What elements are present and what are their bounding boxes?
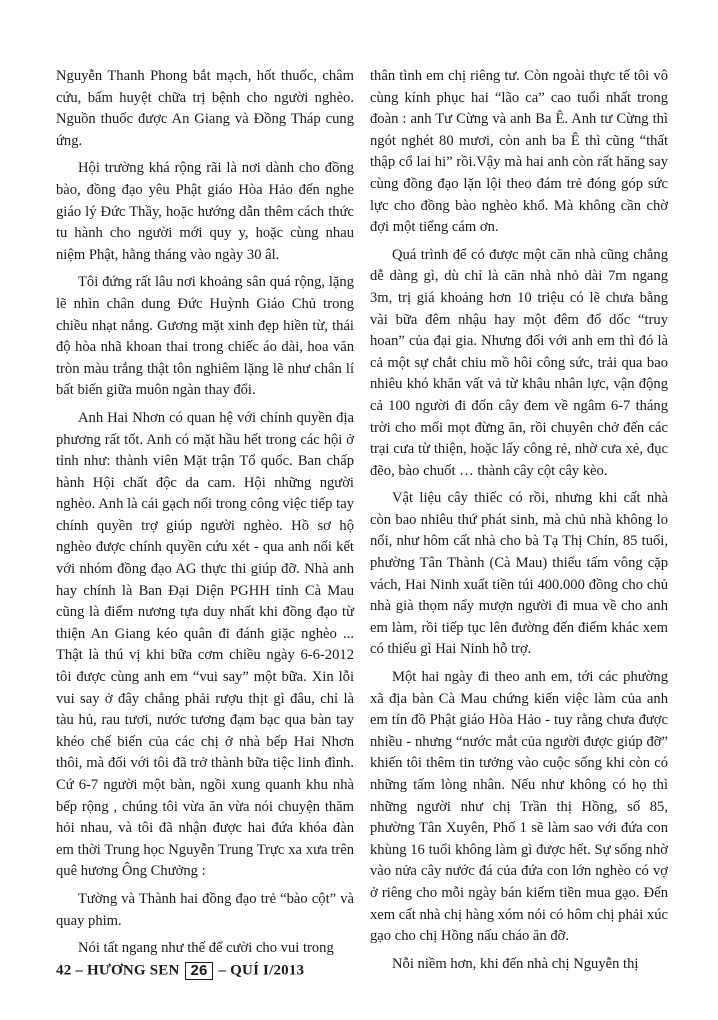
page-number: 42 bbox=[56, 962, 72, 979]
page-footer bbox=[56, 962, 304, 980]
magazine-name: – HƯƠNG SEN bbox=[75, 962, 180, 979]
paragraph: Hội trường khá rộng rãi là nơi dành cho đồng bào, đồng đạo yêu Phật giáo Hòa Hảo đến nghe giáo lý Đức Thầy, hoặc hướng dẫn thêm cách thức tu hành cho người mới quy y, hoặc cùng nhau niệm Phật, hằng tháng vào ngày 30 âl. bbox=[56, 160, 354, 263]
paragraph: Vật liệu cây thiếc có rồi, nhưng khi cất nhà còn bao nhiêu thứ phát sinh, mà chủ nhà không lo nổi, như hôm cất nhà cho bà Tạ Thị Chín, 85 tuổi, phường Tân Thành (Cà Mau) thiếu tấm vông cặp vách, Hai Ninh xuất tiền túi 400.000 đồng cho chủ nhà già thọm nẩy mượn người đi mua về cho anh em làm, rồi tiếp tục lên đường đến điểm khác xem có thiếu gì Hai Ninh hỗ trợ. bbox=[370, 490, 668, 658]
paragraph: Quá trình để có được một căn nhà cũng chẳng dễ dàng gì, dù chỉ là căn nhà nhỏ dài 7m ngang 3m, trị giá khoảng hơn 10 triệu có lẽ chưa bằng vài bữa đêm nhậu hay một đêm đổ dốc “truy hoan” của đại gia. Nhưng đối với anh em thì đó là cả một sự chắt chiu mồ hôi công sức, trải qua bao nhiêu khó khăn vất vả từ khâu nhân lực, vận động cả 100 người đi đốn cây đem về ngâm 6-7 tháng trời cho mối mọt đừng ăn, rồi chuyên chở đến các trại cưa từ thiện, hoặc lấy công rẻ, nhờ cưa xẻ, đục đẽo, bào chuốt … thành cây cột cây kèo. bbox=[370, 246, 668, 479]
paragraph: thân tình em chị riêng tư. Còn ngoài thực tế tôi vô cùng kính phục hai “lão ca” cao tuổi nhất trong đoàn : anh Tư Cừng và anh Ba Ê. Anh tư Cừng thì ngót nghét 80 mươi, còn anh ba Ê thì cũng “thất thập cổ lai hi” rồi.Vậy mà hai anh còn rất hăng say cùng đồng đạo lặn lội theo đám trẻ đóng góp sức lực cho đồng bào nghèo khổ. Mà không cần chờ đợi một tiếng cám ơn. bbox=[370, 68, 668, 236]
paragraph: Tôi đứng rất lâu nơi khoảng sân quá rộng, lặng lẽ nhìn chân dung Đức Huỳnh Giáo Chủ trong chiều nhạt nắng. Gương mặt xinh đẹp hiền từ, thái độ hòa nhã khoan thai trong chiếc áo dài, hoa văn tròn màu trắng thật tôn nghiêm lặng lẽ như chân lí bất biến giữa muôn ngàn thay đổi. bbox=[56, 274, 354, 399]
issue-number: 26 bbox=[185, 962, 212, 980]
right-column bbox=[370, 66, 668, 981]
paragraph: Tường và Thành hai đồng đạo trẻ “bào cột” và quay phim. bbox=[56, 890, 354, 929]
paragraph: Nỗi niềm hơn, khi đến nhà chị Nguyễn thị bbox=[392, 955, 639, 972]
paragraph: Nguyễn Thanh Phong bắt mạch, hốt thuốc, châm cứu, bấm huyệt chữa trị bệnh cho người nghèo. Nguồn thuốc được An Giang và Đồng Tháp cung ứng. bbox=[56, 68, 354, 149]
paragraph: Anh Hai Nhơn có quan hệ với chính quyền địa phương rất tốt. Anh có mặt hầu hết trong các hội ở tỉnh như: thành viên Mặt trận Tổ quốc. Ban chấp hành Hội chất độc da cam. Hội những người nghèo. Anh là cái gạch nối trong công việc tiếp tay chính quyền trợ giúp người nghèo. Hồ sơ hộ nghèo được chính quyền cứu xét - qua anh nối kết với nhóm đồng đạo AG thực thi giúp đỡ. Nhà anh hay chính là Ban Đại Diện PGHH tỉnh Cà Mau cũng là điểm nương tựa duy nhất khi đồng đạo từ thiện An Giang kéo quân đi đánh giặc nghèo ... Thật là thú vị khi bữa cơm chiều ngày 6-6-2012 tôi được cùng anh em “vui say” một bữa. Xin lỗi vui say ở đây chẳng phải rượu thịt gì đâu, chỉ là tàu hủ, rau tươi, nước tương đạm bạc qua bàn tay khéo chế biến của các chị ở nhà bếp Hai Nhơn thôi, mà đối với tôi đã trở thành bữa tiệc linh đình. Cứ 6-7 người một bàn, ngồi xung quanh khu nhà bếp rộng , chúng tôi vừa ăn vừa nói chuyện thăm hỏi nhau, và tôi đã nhận được hai đứa khóa đàn em thời Trung học Nguyễn Trung Trực xa xưa trên quê hương Ông Chưởng : bbox=[56, 409, 354, 880]
paragraph: Nói tất ngang như thế để cười cho vui trong bbox=[78, 940, 334, 957]
issue-period: – QUÍ I/2013 bbox=[218, 962, 305, 979]
paragraph: Một hai ngày đi theo anh em, tới các phường xã địa bàn Cà Mau chứng kiến việc làm của anh em tín đồ Phật giáo Hòa Hảo - tuy rằng chưa được nhiều - nhưng “nước mắt của người được giúp đỡ” khiến tôi thêm tin tưởng vào cuộc sống khi còn có những tấm lòng nhân. Nếu như không có họ thì những người như chị Trần thị Hồng, số 85, phường Tân Xuyên, Phố 1 sẽ làm sao với đứa con khùng 16 tuổi không làm gì được hết. Sự sống nhờ vào nửa cây nước đá của đứa con lớn nghèo có vợ ở riêng cho mỗi ngày bán kiếm tiền mua gạo. Đến xem cất nhà chị hàng xóm nói có hôm chị phải xúc gạo cho chị Hồng nấu cháo ăn đỡ. bbox=[370, 669, 668, 945]
left-column bbox=[56, 66, 354, 966]
